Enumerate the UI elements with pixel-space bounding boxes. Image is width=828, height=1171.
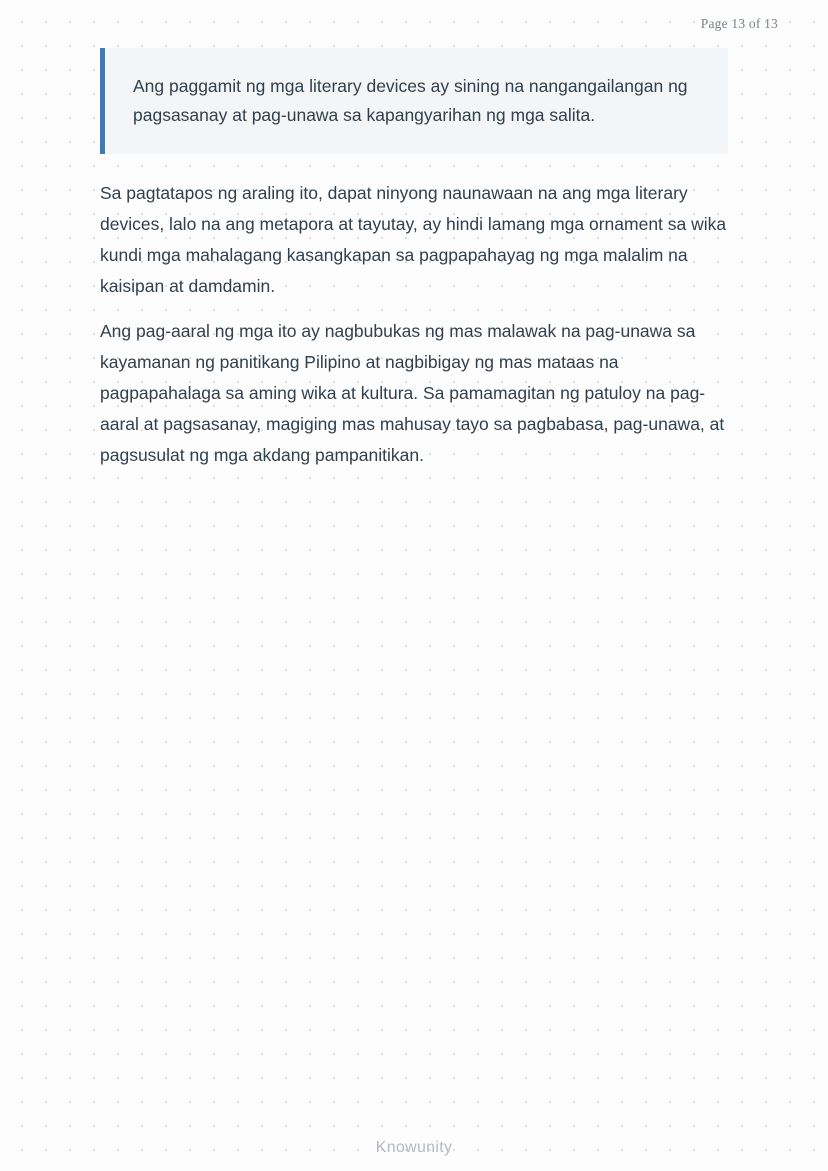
quote-callout-text: Ang paggamit ng mga literary devices ay sining na nangangailangan ng pagsasanay at pag-unawa sa kapangyarihan ng mga salita.	[133, 76, 688, 125]
document-body	[100, 178, 730, 485]
footer-brand-knowunity: Knowunity	[375, 1139, 453, 1156]
body-paragraph: Sa pagtatapos ng araling ito, dapat ninyong naunawaan na ang mga literary devices, lalo na ang metapora at tayutay, ay hindi lamang mga ornament sa wika kundi mga mahalagang kasangkapan sa pagpapahayag ng mga malalim na kaisipan at damdamin.	[100, 183, 727, 296]
quote-callout	[100, 48, 728, 154]
page-number-indicator: Page 13 of 13	[700, 16, 778, 31]
body-paragraph: Ang pag-aaral ng mga ito ay nagbubukas ng mas malawak na pag-unawa sa kayamanan ng panitikang Pilipino at nagbibigay ng mas mataas na pagpapahalaga sa aming wika at kultura. Sa pamamagitan ng patuloy na pag-aaral at pagsasanay, magiging mas mahusay tayo sa pagbabasa, pag-unawa, at pagsusulat ng mga akdang pampanitikan.	[100, 321, 725, 465]
